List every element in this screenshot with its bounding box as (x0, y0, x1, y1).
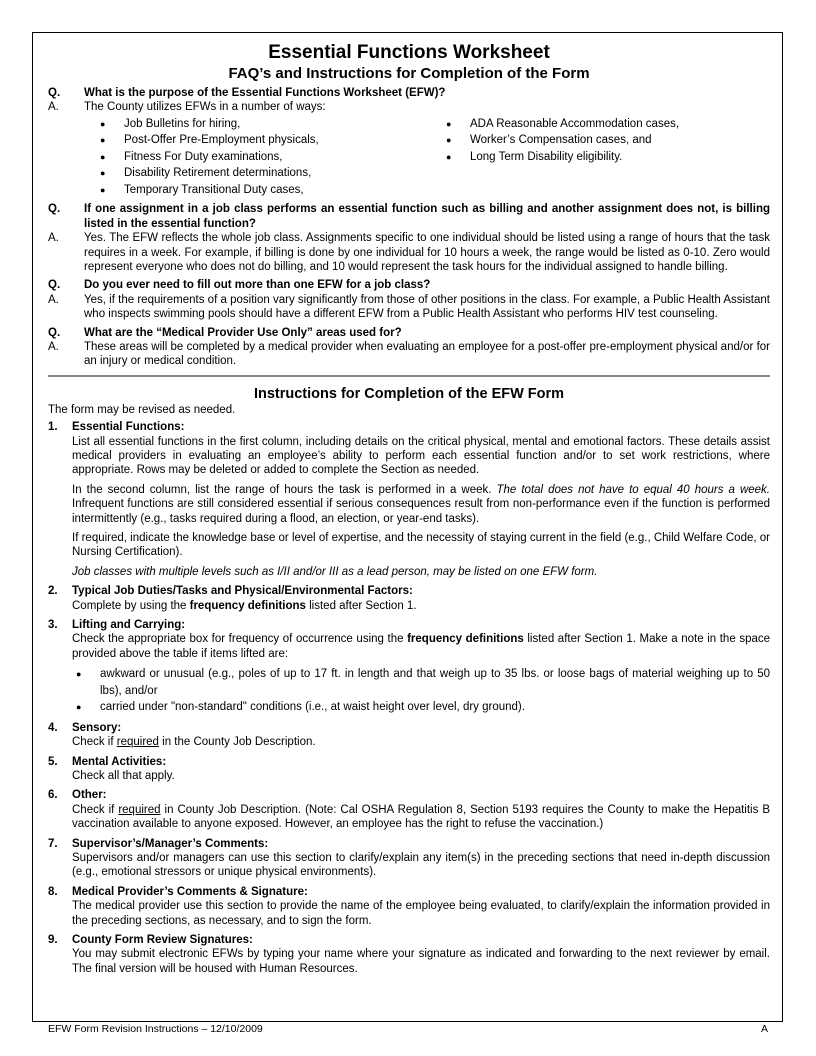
faq-answer: A. Yes, if the requirements of a position vary significantly from those of other positions in the class. For example, a Public Health Assistant who inspects swimming pools should have a different EFW from a Public Health Assistant who performs HIV test counseling. (48, 293, 770, 321)
bullet-icon: ● (100, 118, 106, 129)
faq-item (48, 202, 770, 274)
instruction-heading: Typical Job Duties/Tasks and Physical/Environmental Factors: (72, 585, 413, 598)
instruction-item: 9. County Form Review Signatures: You may submit electronic EFWs by typing your name where your signature as indicated and forwarding to the next reviewer by email. The final version will be housed with Human Resources. (48, 934, 770, 975)
list-item: ● carried under "non-standard" conditions (i.e., at waist height over level, dry ground). (76, 699, 770, 716)
footer-page-label: A (760, 1023, 768, 1035)
faq-question: Q. What is the purpose of the Essential Functions Worksheet (EFW)? (48, 87, 446, 99)
instruction-item: 4. Sensory: Check if required in the County Job Description. (48, 721, 770, 750)
faq-answer: A. Yes. The EFW reflects the whole job class. Assignments specific to one individual should be listed using a range of hours that the task requires in a week. For example, if billing is done by one individual for 10 hours a week, the range would be listed as 0-10. Zero would represent everyone who does not do billing, and 10 would represent the task hours for the individual assigned to handle billing. (48, 232, 770, 273)
bullet-icon: ● (100, 168, 106, 179)
page-footer (48, 1023, 768, 1035)
section-divider (48, 375, 770, 377)
instruction-heading: Lifting and Carrying: (72, 619, 186, 632)
instruction-item: 7. Supervisor’s/Manager’s Comments: Supervisors and/or managers can use this section to clarify/explain any item(s) in the preceding sections that need in-depth discussion (e.g., emotional stressors or unique physical environments). (48, 837, 770, 879)
instruction-item: 5. Mental Activities: Check all that apply. (48, 755, 770, 784)
instruction-heading: Medical Provider’s Comments & Signature: (72, 885, 308, 898)
usage-bullet-list (100, 116, 770, 199)
list-item: ● Post-Offer Pre-Employment physicals, (100, 132, 446, 149)
faq-item (48, 278, 770, 321)
instruction-heading: County Form Review Signatures: (72, 934, 253, 947)
instruction-item: 2. Typical Job Duties/Tasks and Physical/Environmental Factors: Complete by using the frequency definitions listed after Section 1. (48, 584, 770, 613)
instruction-item: 3. Lifting and Carrying: Check the appropriate box for frequency of occurrence using the frequency definitions listed after Section 1. Make a note in the space provided above the table if items lifted are: ● awkward or unusual (e.g., poles of up to 17 ft. in length and that weigh up to 35 lbs. or loose bags of material weighing up to 50 lbs), and/or ● carried under "non-standard" conditions (i.e., at waist height over level, dry ground). (48, 618, 770, 716)
instruction-heading: Supervisor’s/Manager’s Comments: (72, 837, 269, 850)
bullet-icon: ● (446, 151, 452, 162)
faq-item (48, 326, 770, 369)
document-subtitle: FAQ’s and Instructions for Completion of the Form (228, 65, 590, 82)
bullet-icon: ● (76, 669, 82, 680)
instruction-heading: Other: (72, 789, 107, 802)
list-item: ● awkward or unusual (e.g., poles of up to 17 ft. in length and that weigh up to 35 lbs. or loose bags of material weighing up to 50 lbs), and/or (76, 666, 770, 699)
instruction-heading: Sensory: (72, 721, 122, 734)
bullet-column-left (100, 116, 446, 199)
instruction-heading: Essential Functions: (72, 421, 185, 434)
instruction-item: 8. Medical Provider’s Comments & Signature: The medical provider use this section to provide the name of the employee being evaluated, to clarify/explain the information provided in the preceding sections, as necessary, and to sign the form. (48, 885, 770, 927)
faq-answer: A. These areas will be completed by a medical provider when evaluating an employee for a post-offer pre-employment physical and/or for an injury or medical condition. (48, 340, 770, 368)
instructions-heading: Instructions for Completion of the EFW Form (253, 385, 565, 402)
bullet-icon: ● (446, 135, 452, 146)
faq-question: Q. What are the “Medical Provider Use Only” areas used for? (48, 326, 402, 339)
list-item: ● Job Bulletins for hiring, (100, 116, 446, 133)
list-item: ● Temporary Transitional Duty cases, (100, 182, 446, 199)
faq-question: Q. If one assignment in a job class performs an essential function such as billing and another assignment does not, is billing listed in the essential function? (48, 203, 770, 230)
faq-answer: A. The County utilizes EFWs in a number of ways: (48, 101, 326, 114)
bullet-icon: ● (100, 135, 106, 146)
bullet-icon: ● (100, 151, 106, 162)
instruction-heading: Mental Activities: (72, 755, 167, 768)
bullet-icon: ● (446, 118, 452, 129)
document-body (48, 42, 770, 981)
instruction-item: 6. Other: Check if required in County Job Description. (Note: Cal OSHA Regulation 8, Section 5193 requires the County to make the Hepatitis B vaccination available to anyone exposed. However, an employee has the right to refuse the vaccination.) (48, 789, 770, 831)
list-item: ● ADA Reasonable Accommodation cases, (446, 116, 679, 133)
bullet-column-right (446, 116, 679, 199)
list-item: ● Fitness For Duty examinations, (100, 149, 446, 166)
faq-question: Q. Do you ever need to fill out more than one EFW for a job class? (48, 279, 431, 292)
bullet-icon: ● (76, 702, 82, 713)
list-item: ● Disability Retirement determinations, (100, 165, 446, 182)
document-title: Essential Functions Worksheet (268, 42, 550, 63)
instruction-item: 1. Essential Functions: List all essential functions in the first column, including details on the critical physical, mental and emotional factors. These details assist medical providers in evaluating an employee’s ability to perform each essential function and/or to set work restrictions, where appropriate. Rows may be deleted or added to complete the Section as needed. In the second column, list the range of hours the task is performed in a week. The total does not have to equal 40 hours a week. Infrequent functions are still considered essential if serious consequences result from non-performance even if the function is performed intermittently (e.g., tasks required during a flood, an election, or year-end tasks). If required, indicate the knowledge base or level of expertise, and the necessity of staying current in the field (e.g., Child Welfare Code, or Nursing Certification). Job classes with multiple levels such as I/II and/or III as a lead person, may be listed on one EFW form. (48, 421, 770, 578)
footer-revision: EFW Form Revision Instructions – 12/10/2009 (48, 1023, 263, 1035)
instructions-intro: The form may be revised as needed. (48, 403, 236, 416)
list-item: ● Long Term Disability eligibility. (446, 149, 679, 166)
bullet-icon: ● (100, 184, 106, 195)
faq-item (48, 86, 770, 198)
lifting-bullet-list (76, 666, 770, 716)
list-item: ● Worker’s Compensation cases, and (446, 132, 679, 149)
